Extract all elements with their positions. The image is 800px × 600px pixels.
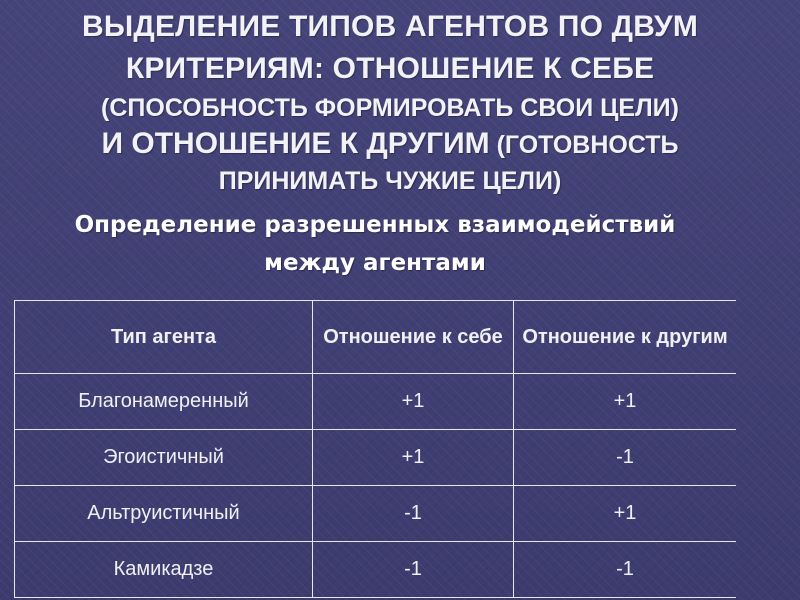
cell-self-relation: -1 [313, 542, 514, 598]
title-line-1: ВЫДЕЛЕНИЕ ТИПОВ АГЕНТОВ ПО ДВУМ [81, 10, 699, 43]
agent-types-table-wrapper [14, 300, 736, 600]
title-line-4-emphasis: И ОТНОШЕНИЕ К ДРУГИМ [101, 127, 490, 160]
title-line-5: ПРИНИМАТЬ ЧУЖИЕ ЦЕЛИ) [218, 167, 562, 195]
slide-title [10, 6, 770, 199]
cell-others-relation: -1 [514, 430, 737, 486]
cell-agent-type: Благонамеренный [15, 374, 313, 430]
cell-others-relation: +1 [514, 486, 737, 542]
title-line-2: КРИТЕРИЯМ: ОТНОШЕНИЕ К СЕБЕ [125, 52, 655, 85]
subtitle-line-2: между агентами [264, 250, 486, 276]
header-self-relation: Отношение к себе [313, 301, 514, 374]
subtitle-line-1: Определение разрешенных взаимодействий [74, 212, 676, 238]
slide-subtitle [0, 206, 750, 282]
cell-others-relation: +1 [514, 374, 737, 430]
cell-agent-type: Альтруистичный [15, 486, 313, 542]
table-header-row [15, 301, 737, 374]
title-line-4 [10, 126, 770, 163]
title-line-4-rest: (ГОТОВНОСТЬ [489, 131, 679, 159]
table-row [15, 486, 737, 542]
cell-self-relation: +1 [313, 430, 514, 486]
header-others-relation: Отношение к другим [514, 301, 737, 374]
cell-self-relation: -1 [313, 486, 514, 542]
table-row [15, 542, 737, 598]
header-agent-type: Тип агента [15, 301, 313, 374]
table-row [15, 430, 737, 486]
agent-types-table [14, 300, 736, 598]
cell-agent-type: Эгоистичный [15, 430, 313, 486]
cell-others-relation: -1 [514, 542, 737, 598]
title-line-3: (СПОСОБНОСТЬ ФОРМИРОВАТЬ СВОИ ЦЕЛИ) [101, 94, 679, 122]
cell-self-relation: +1 [313, 374, 514, 430]
table-row [15, 374, 737, 430]
cell-agent-type: Камикадзе [15, 542, 313, 598]
